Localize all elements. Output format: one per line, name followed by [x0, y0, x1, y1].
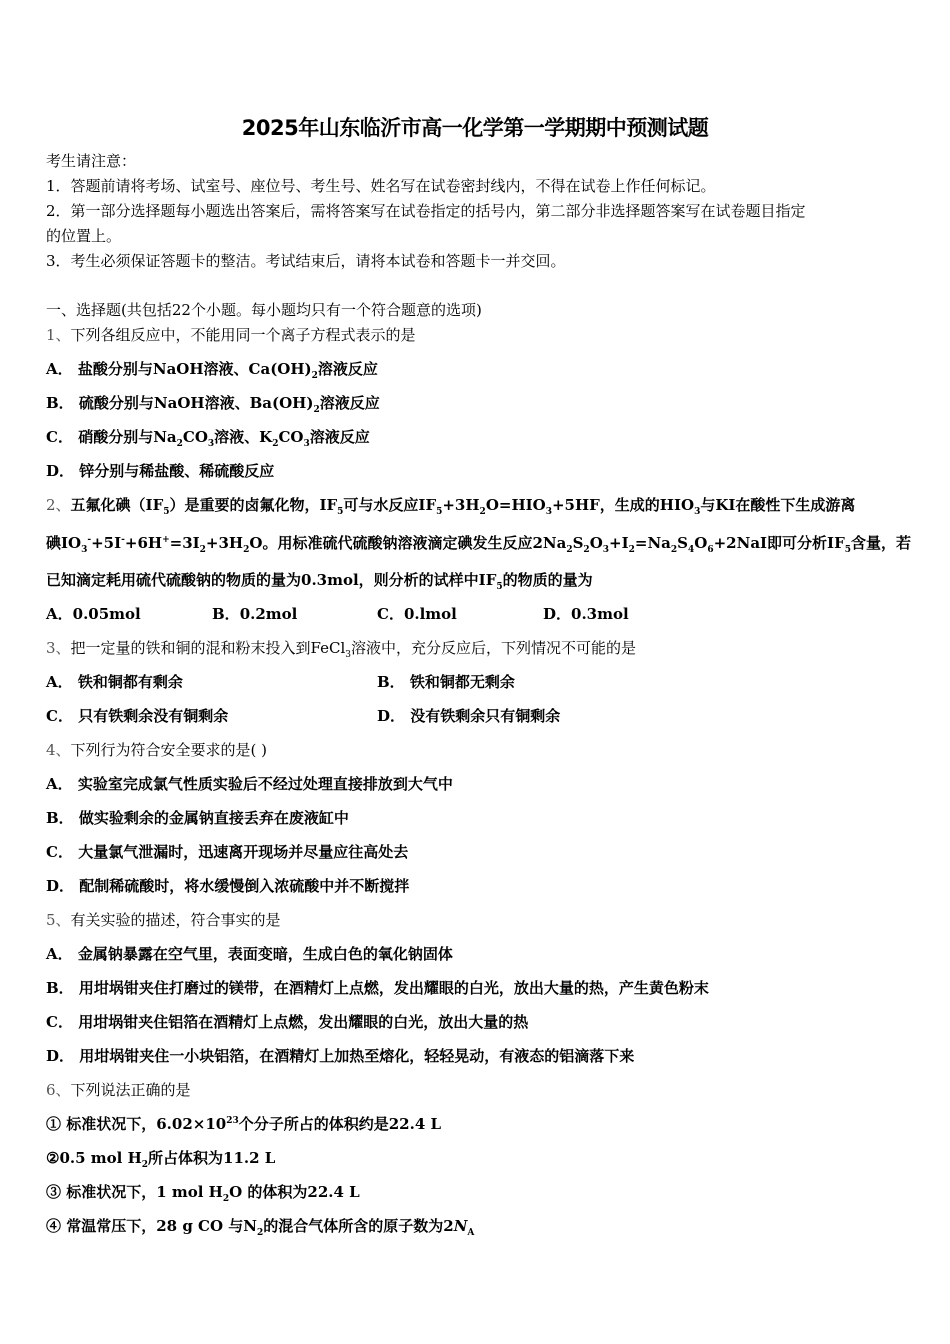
question-3 [46, 638, 636, 658]
q6-statement-2: ②0.5 mol $H_2$所占体积为11.2 L [46, 1149, 276, 1170]
q3-option-c[interactable]: C． 只有铁剩余没有铜剩余 [46, 707, 229, 725]
option-label: A． [46, 360, 73, 378]
q3-option-a[interactable]: A． 铁和铜都有剩余 [46, 673, 183, 691]
q5-option-c[interactable]: C． 用坩埚钳夹住铝箔在酒精灯上点燃，发出耀眼的白光，放出大量的热 [46, 1013, 529, 1031]
question-number: 4、 [46, 741, 71, 759]
q2-option-d[interactable]: D．0.3mol [543, 605, 629, 623]
q6-statement-3: ③ 标准状况下，1 mol $H_2O$ 的体积为22.4 L [46, 1183, 360, 1204]
notice-heading: 考生请注意： [46, 152, 137, 170]
q3-option-d[interactable]: D． 没有铁剩余只有铜剩余 [377, 707, 561, 725]
notice-item-3: 3．考生必须保证答题卡的整洁。考试结束后，请将本试卷和答题卡一并交回。 [46, 252, 566, 270]
notice-item-2-cont: 的位置上。 [46, 227, 122, 245]
question-2-line-3 [46, 570, 593, 590]
q2-option-a[interactable]: A．0.05mol [46, 605, 141, 623]
question-stem: 下列行为符合安全要求的是( ) [70, 741, 268, 759]
question-5 [46, 910, 281, 930]
q1-option-c[interactable] [46, 427, 370, 447]
q4-option-c[interactable]: C． 大量氯气泄漏时，迅速离开现场并尽量应往高处去 [46, 843, 409, 861]
q2-option-b[interactable]: B．0.2mol [212, 605, 298, 623]
q5-option-b[interactable]: B． 用坩埚钳夹住打磨过的镁带，在酒精灯上点燃，发出耀眼的白光，放出大量的热，产生黄色粉末 [46, 979, 709, 997]
q1-option-a[interactable] [46, 359, 378, 379]
option-label: D． [46, 462, 75, 480]
option-label: C． [46, 428, 73, 446]
question-6 [46, 1080, 191, 1100]
question-number: 5、 [46, 911, 71, 929]
option-label: B． [46, 394, 74, 412]
option-text: 硫酸分别与NaOH溶液、$Ba(OH)_2$溶液反应 [78, 394, 380, 415]
q3-option-b[interactable]: B． 铁和铜都无剩余 [377, 673, 515, 691]
question-number: 2、 [46, 496, 71, 514]
question-2-line-1 [46, 495, 855, 515]
question-number: 6、 [46, 1081, 71, 1099]
q4-option-a[interactable]: A． 实验室完成氯气性质实验后不经过处理直接排放到大气中 [46, 775, 453, 793]
option-text: 盐酸分别与NaOH溶液、$Ca(OH)_2$溶液反应 [77, 360, 378, 381]
q5-option-d[interactable]: D． 用坩埚钳夹住一小块铝箔，在酒精灯上加热至熔化，轻轻晃动，有液态的铝滴落下来 [46, 1047, 635, 1065]
question-2-line-2 [46, 533, 911, 553]
q6-statement-4: ④ 常温常压下，28 g CO 与$N_2$的混合气体所含的原子数为$2N_A$ [46, 1217, 475, 1238]
q4-option-d[interactable]: D． 配制稀硫酸时，将水缓慢倒入浓硫酸中并不断搅拌 [46, 877, 410, 895]
question-4 [46, 740, 267, 760]
question-stem: 有关实验的描述，符合事实的是 [70, 911, 281, 929]
option-text: 硝酸分别与$Na_2CO_3$溶液、$K_2CO_3$溶液反应 [78, 428, 370, 449]
question-number: 3、 [46, 639, 71, 657]
question-stem: 下列各组反应中，不能用同一个离子方程式表示的是 [70, 326, 416, 344]
option-text: 锌分别与稀盐酸、稀硫酸反应 [79, 462, 275, 480]
question-stem: 五氟化碘$(IF_5)$是重要的卤氟化物，$IF_5$可与水反应$IF_5+3H_2O=HIO_3+5HF$，生成的$HIO_3$与KI在酸性下生成游离 [70, 496, 856, 517]
q2-option-c[interactable]: C．0.lmol [377, 605, 457, 623]
question-stem: 把一定量的铁和铜的混和粉末投入到FeCl$_3$溶液中，充分反应后，下列情况不可能的是 [70, 639, 637, 660]
question-number: 1、 [46, 326, 71, 344]
section-heading: 一、选择题(共包括22个小题。每小题均只有一个符合题意的选项) [46, 301, 482, 319]
question-stem: 已知滴定耗用硫代硫酸钠的物质的量为0.3mol，则分析的试样中$IF_5$的物质的量为 [46, 571, 593, 592]
page-title: 2025年山东临沂市高一化学第一学期期中预测试题 [241, 116, 709, 140]
q6-statement-1: ① 标准状况下，$6.02\times 10^{23}$个分子所占的体积约是22.4 L [46, 1115, 442, 1133]
q1-option-d[interactable] [46, 461, 274, 481]
notice-item-1: 1．答题前请将考场、试室号、座位号、考生号、姓名写在试卷密封线内，不得在试卷上作任何标记。 [46, 177, 716, 195]
q1-option-b[interactable] [46, 393, 380, 413]
notice-item-2: 2．第一部分选择题每小题选出答案后，需将答案写在试卷指定的括号内，第二部分非选择题答案写在试卷题目指定 [46, 202, 806, 220]
q5-option-a[interactable]: A． 金属钠暴露在空气里，表面变暗，生成白色的氧化钠固体 [46, 945, 453, 963]
question-stem: 碘$IO_3^-+5I^-+6H^+=3I_2+3H_2O$。用标准硫代硫酸钠溶液滴定碘发生反应$2Na_2S_2O_3+I_2=Na_2S_4O_6+2NaI$即可分析$IF_5$含量，若 [46, 534, 912, 555]
question-stem: 下列说法正确的是 [70, 1081, 191, 1099]
q4-option-b[interactable]: B． 做实验剩余的金属钠直接丢弃在废液缸中 [46, 809, 349, 827]
question-1 [46, 325, 416, 345]
